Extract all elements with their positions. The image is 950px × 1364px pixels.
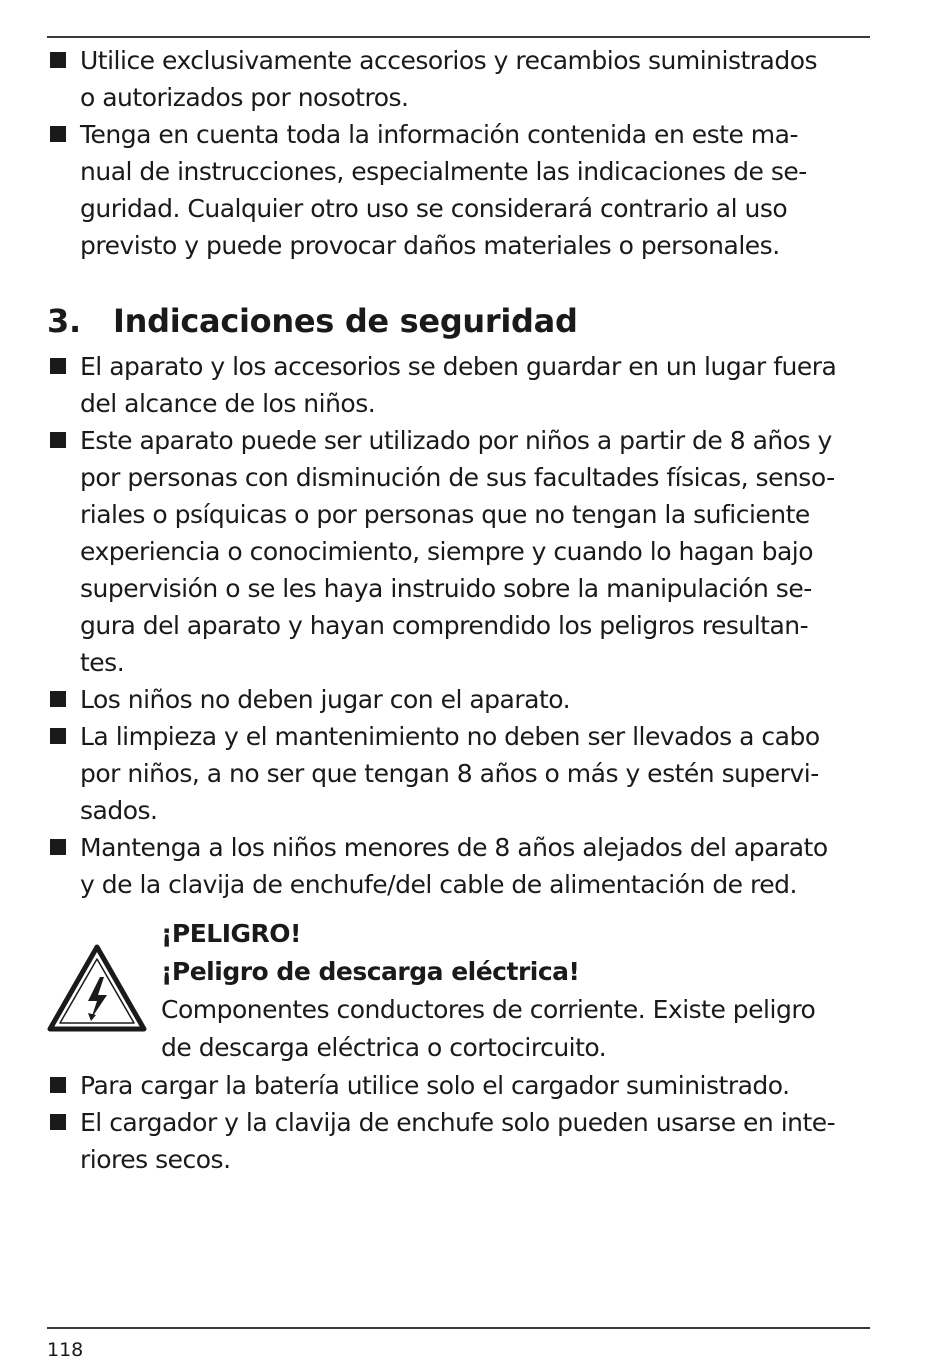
text-line: El cargador y la clavija de enchufe solo pueden usarse en inte- [80,1108,836,1137]
square-bullet-icon [50,728,66,744]
square-bullet-icon [50,839,66,855]
list-item [47,681,870,718]
text-line: Mantenga a los niños menores de 8 años alejados del aparato [80,833,828,862]
list-item [47,116,870,264]
text-line: Este aparato puede ser utilizado por niños a partir de 8 años y [80,426,832,455]
text-line: experiencia o conocimiento, siempre y cuando lo hagan bajo [80,537,814,566]
safety-bullet-list [47,348,870,903]
list-item [47,422,870,681]
section-number: 3. [47,302,81,340]
text-line: Utilice exclusivamente accesorios y recambios suministrados [80,46,818,75]
text-line: por personas con disminución de sus facultades físicas, senso- [80,463,835,492]
text-line: supervisión o se les haya instruido sobre la manipulación se- [80,574,812,603]
text-line: La limpieza y el mantenimiento no deben ser llevados a cabo [80,722,820,751]
list-item [47,1067,870,1104]
list-item [47,348,870,422]
page-number: 118 [47,1339,84,1361]
text-line: previsto y puede provocar daños materiales o personales. [80,231,780,260]
section-heading [47,294,870,348]
section-title: Indicaciones de seguridad [113,302,578,340]
text-line: El aparato y los accesorios se deben guardar en un lugar fuera [80,352,837,381]
square-bullet-icon [50,358,66,374]
square-bullet-icon [50,1077,66,1093]
intro-bullet-list [47,42,870,264]
text-line: nual de instrucciones, especialmente las indicaciones de se- [80,157,807,186]
text-line: Tenga en cuenta toda la información contenida en este ma- [80,120,798,149]
text-line: Para cargar la batería utilice solo el cargador suministrado. [80,1071,790,1100]
text-line: del alcance de los niños. [80,389,376,418]
text-line: sados. [80,796,158,825]
list-item [47,42,870,116]
list-item [47,1104,870,1178]
square-bullet-icon [50,691,66,707]
list-item [47,718,870,829]
warning-text-line: de descarga eléctrica o cortocircuito. [161,1033,607,1062]
square-bullet-icon [50,52,66,68]
square-bullet-icon [50,432,66,448]
page-content [47,42,870,1178]
square-bullet-icon [50,1114,66,1130]
square-bullet-icon [50,126,66,142]
text-line: Los niños no deben jugar con el aparato. [80,685,571,714]
list-item [47,829,870,903]
text-line: guridad. Cualquier otro uso se considerará contrario al uso [80,194,788,223]
text-line: riores secos. [80,1145,231,1174]
bottom-rule [47,1327,870,1329]
text-line: gura del aparato y hayan comprendido los peligros resultan- [80,611,809,640]
text-line: y de la clavija de enchufe/del cable de alimentación de red. [80,870,797,899]
text-line: o autorizados por nosotros. [80,83,409,112]
electric-shock-warning-icon [47,943,147,1033]
final-bullet-list [47,1067,870,1178]
warning-headline: ¡Peligro de descarga eléctrica! [161,957,580,986]
text-line: por niños, a no ser que tengan 8 años o más y estén supervi- [80,759,819,788]
text-line: riales o psíquicas o por personas que no tengan la suficiente [80,500,810,529]
warning-signal-word: ¡PELIGRO! [161,919,301,948]
warning-text-line: Componentes conductores de corriente. Existe peligro [161,995,816,1024]
danger-warning-block [47,915,870,1067]
text-line: tes. [80,648,125,677]
top-rule [47,36,870,38]
